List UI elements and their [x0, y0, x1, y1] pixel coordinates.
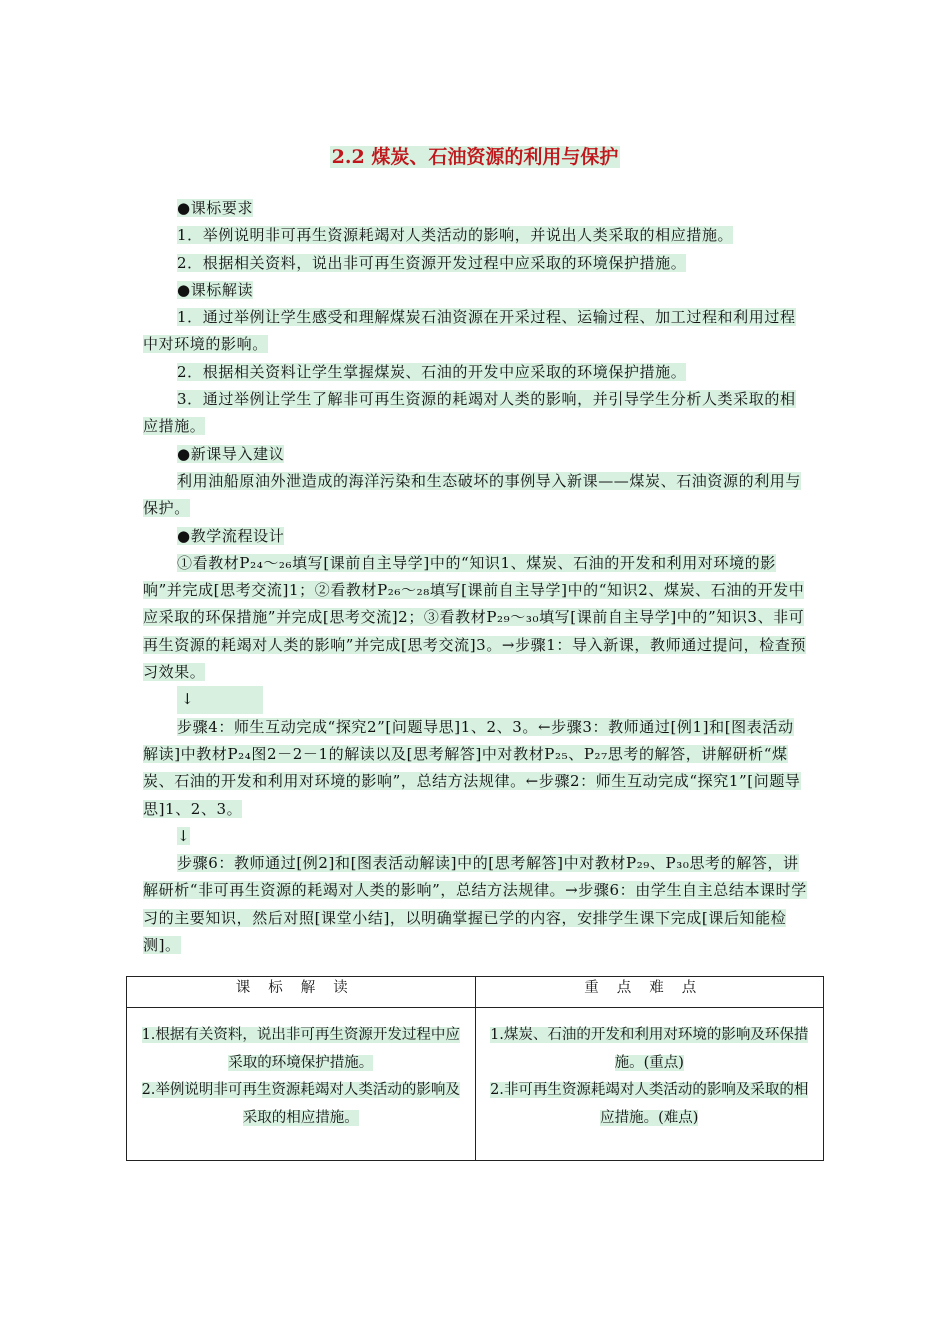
table-item: 1.煤炭、石油的开发和利用对环境的影响及环保措施。(重点): [490, 1027, 809, 1071]
document-body: [143, 195, 809, 959]
flow-down-arrow: ↓: [143, 686, 809, 713]
flow-step-paragraph: ①看教材P₂₄～₂₆填写[课前自主导学]中的“知识1、煤炭、石油的开发和利用对环境的影响”并完成[思考交流]1；②看教材P₂₆～₂₈填写[课前自主导学]中的“知识2、煤炭、石油的开发中应采取的环保措施”并完成[思考交流]2；③看教材P₂₉～₃₀填写[课前自主导学]中的”知识3、非可再生资源的耗竭对人类的影响”并完成[思考交流]3。→步骤1：导入新课，教师通过提问，检查预习效果。: [143, 553, 807, 682]
section-heading: ●课标要求: [177, 199, 254, 217]
flow-step-paragraph: 步骤4：师生互动完成“探究2”[问题导思]1、2、3。←步骤3：教师通过[例1]和[图表活动解读]中教材P₂₄图2－2－1的解读以及[思考解答]中对教材P₂₅、P₂₇思考的解答，讲解研析“煤炭、石油的开发和利用对环境的影响”，总结方法规律。←步骤2：师生互动完成“探究1”[问题导思]1、2、3。: [143, 717, 801, 818]
flow-step-paragraph: 步骤6：教师通过[例2]和[图表活动解读]中的[思考解答]中对教材P₂₉、P₃₀思考的解答，讲解研析“非可再生资源的耗竭对人类的影响”，总结方法规律。→步骤6：由学生自主总结本课时学习的主要知识，然后对照[课堂小结]，以明确掌握已学的内容，安排学生课下完成[课后知能检测]。: [143, 854, 807, 955]
page-title: 2.2 煤炭、石油资源的利用与保护: [331, 146, 619, 168]
table-item: 1.根据有关资料，说出非可再生资源开发过程中应采取的环境保护措施。: [141, 1027, 460, 1071]
section-heading: ●课标解读: [177, 280, 254, 299]
table-cell-curriculum: [127, 1008, 476, 1161]
table-item: 2.非可再生资源耗竭对人类活动的影响及采取的相应措施。(难点): [490, 1082, 809, 1126]
table-cell-key-points: [475, 1008, 824, 1161]
objectives-table: [126, 976, 824, 1161]
table-header-key-points: 重点难点: [475, 977, 824, 1008]
paragraph: 1．通过举例让学生感受和理解煤炭石油资源在开采过程、运输过程、加工过程和利用过程中对环境的影响。: [143, 308, 796, 354]
table-header-curriculum: 课标解读: [127, 977, 476, 1008]
paragraph: 利用油船原油外泄造成的海洋污染和生态破坏的事例导入新课——煤炭、石油资源的利用与保护。: [143, 471, 802, 518]
paragraph: 2．根据相关资料，说出非可再生资源开发过程中应采取的环境保护措施。: [177, 253, 687, 272]
section-heading: ●教学流程设计: [177, 526, 285, 545]
paragraph: 1．举例说明非可再生资源耗竭对人类活动的影响，并说出人类采取的相应措施。: [177, 226, 734, 245]
table-item: 2.举例说明非可再生资源耗竭对人类活动的影响及采取的相应措施。: [141, 1082, 460, 1126]
section-heading: ●新课导入建议: [177, 444, 285, 463]
paragraph: 3．通过举例让学生了解非可再生资源的耗竭对人类的影响，并引导学生分析人类采取的相应措施。: [143, 390, 796, 436]
flow-down-arrow: ↓: [177, 826, 191, 845]
paragraph: 2．根据相关资料让学生掌握煤炭、石油的开发中应采取的环境保护措施。: [177, 362, 687, 381]
